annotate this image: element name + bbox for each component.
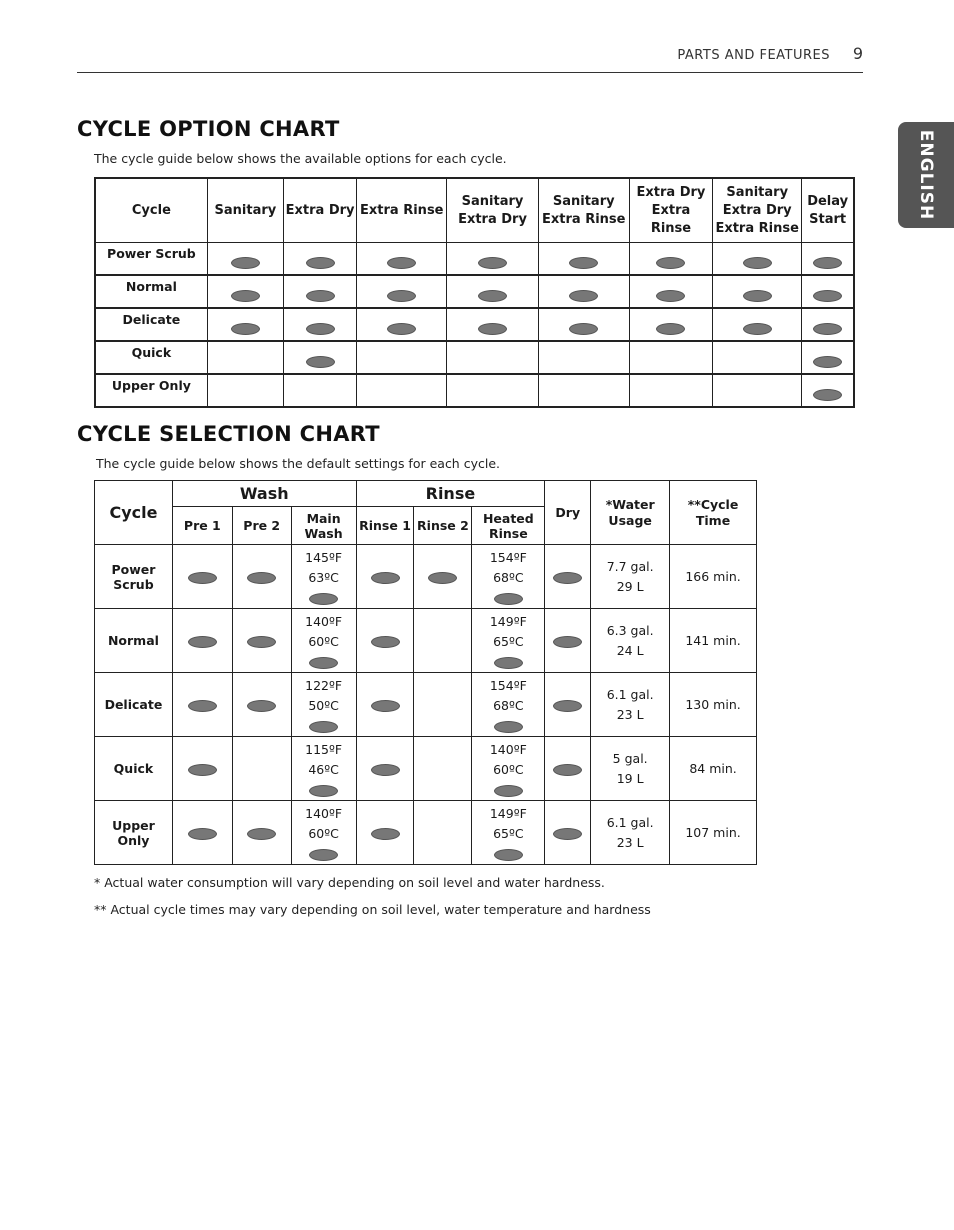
- option-cell: [283, 341, 356, 374]
- option-available-dot: [387, 257, 416, 269]
- heated-rinse-cell-dot: [494, 849, 523, 861]
- table-row: [95, 374, 854, 407]
- table-row: [95, 275, 854, 308]
- table-row: [95, 801, 757, 865]
- rinse1-cell-dot: [371, 636, 400, 648]
- option-col-sanitary: Sanitary: [207, 178, 283, 243]
- main-wash-cell-dot: [309, 785, 338, 797]
- pre2-cell-dot: [247, 700, 276, 712]
- option-available-dot: [813, 290, 842, 302]
- heated-rinse-cell-c: 68ºC: [493, 570, 524, 585]
- option-cell: [357, 243, 447, 276]
- option-cell: [538, 374, 629, 407]
- cycle-time-header: **Cycle Time: [670, 481, 757, 545]
- option-cell: [629, 275, 712, 308]
- rinse2-cell-dot: [428, 572, 457, 584]
- option-cell: [357, 374, 447, 407]
- subheader-heated-rinse: Heated Rinse: [472, 507, 545, 545]
- option-cell: [207, 308, 283, 341]
- option-cell: [629, 374, 712, 407]
- rinse1-cell-dot: [371, 764, 400, 776]
- cycle-name: Quick: [95, 737, 173, 801]
- main-wash-cell: [291, 673, 356, 737]
- wash-header: Wash: [172, 481, 356, 507]
- header-divider: [77, 72, 863, 73]
- rinse2-cell: [414, 545, 472, 609]
- table-row: [95, 673, 757, 737]
- option-cell: [713, 243, 802, 276]
- option-cell: [629, 341, 712, 374]
- pre2-cell: [232, 673, 291, 737]
- dry-cell-dot: [553, 572, 582, 584]
- option-cell: [802, 341, 854, 374]
- pre1-cell-dot: [188, 700, 217, 712]
- option-col-sanitary-extra-dry: Sanitary Extra Dry: [447, 178, 538, 243]
- heated-rinse-cell-indicator: [472, 846, 544, 861]
- cycle-name: Delicate: [95, 673, 173, 737]
- cycle-name: Normal: [95, 275, 207, 308]
- option-available-dot: [656, 323, 685, 335]
- option-available-dot: [306, 257, 335, 269]
- subheader-pre-1: Pre 1: [172, 507, 232, 545]
- table-row: [95, 737, 757, 801]
- heated-rinse-cell-c: 65ºC: [493, 826, 524, 841]
- option-available-dot: [231, 323, 260, 335]
- pre2-cell: [232, 801, 291, 865]
- rinse2-cell: [414, 737, 472, 801]
- option-cell: [447, 275, 538, 308]
- subheader-rinse-1: Rinse 1: [356, 507, 414, 545]
- option-table-header-row: [95, 178, 854, 243]
- rinse2-cell: [414, 801, 472, 865]
- option-cell: [629, 308, 712, 341]
- option-chart-title: CYCLE OPTION CHART: [77, 117, 340, 141]
- main-wash-cell-c: 50ºC: [308, 698, 339, 713]
- rinse1-cell: [356, 737, 414, 801]
- option-cell: [713, 341, 802, 374]
- pre1-cell: [172, 801, 232, 865]
- dry-cell: [545, 609, 591, 673]
- rinse1-cell-dot: [371, 700, 400, 712]
- heated-rinse-cell-indicator: [472, 718, 544, 733]
- dry-cell: [545, 673, 591, 737]
- pre1-cell: [172, 609, 232, 673]
- option-cell: [629, 243, 712, 276]
- main-wash-cell-c: 63ºC: [308, 570, 339, 585]
- option-cell: [538, 341, 629, 374]
- rinse1-cell: [356, 609, 414, 673]
- main-wash-cell: [291, 545, 356, 609]
- option-available-dot: [569, 257, 598, 269]
- main-wash-cell: [291, 609, 356, 673]
- section-title: PARTS AND FEATURES: [677, 48, 830, 63]
- selection-chart-intro: The cycle guide below shows the default settings for each cycle.: [96, 456, 500, 471]
- selection-chart-title: CYCLE SELECTION CHART: [77, 422, 380, 446]
- heated-rinse-cell-f: 154ºF: [489, 678, 527, 693]
- rinse1-cell: [356, 673, 414, 737]
- pre1-cell: [172, 737, 232, 801]
- option-available-dot: [387, 323, 416, 335]
- option-cell: [357, 308, 447, 341]
- heated-rinse-cell-f: 154ºF: [489, 550, 527, 565]
- option-col-sanitary-extra-rinse: Sanitary Extra Rinse: [538, 178, 629, 243]
- heated-rinse-cell-indicator: [472, 782, 544, 797]
- main-wash-cell-indicator: [292, 846, 356, 861]
- rinse1-cell: [356, 801, 414, 865]
- cycle-name: Upper Only: [95, 374, 207, 407]
- option-col-extra-dry-extra-rinse: Extra Dry Extra Rinse: [629, 178, 712, 243]
- dry-cell-dot: [553, 700, 582, 712]
- option-cell: [283, 308, 356, 341]
- option-available-dot: [656, 257, 685, 269]
- rinse1-cell-dot: [371, 572, 400, 584]
- pre2-cell: [232, 545, 291, 609]
- heated-rinse-cell-dot: [494, 721, 523, 733]
- cycle-header: Cycle: [95, 481, 173, 545]
- option-available-dot: [743, 323, 772, 335]
- dry-cell-dot: [553, 764, 582, 776]
- rinse1-cell: [356, 545, 414, 609]
- rinse2-cell: [414, 673, 472, 737]
- rinse1-cell-dot: [371, 828, 400, 840]
- option-cell: [802, 243, 854, 276]
- heated-rinse-cell: [472, 801, 545, 865]
- option-available-dot: [306, 323, 335, 335]
- main-wash-cell-c: 60ºC: [308, 826, 339, 841]
- cycle-time-cell: 141 min.: [670, 609, 757, 673]
- option-cell: [447, 243, 538, 276]
- option-cell: [538, 243, 629, 276]
- heated-rinse-cell-f: 149ºF: [489, 614, 527, 629]
- cycle-name: Quick: [95, 341, 207, 374]
- pre2-cell-dot: [247, 572, 276, 584]
- option-available-dot: [387, 290, 416, 302]
- main-wash-cell-f: 140ºF: [305, 614, 343, 629]
- rinse-header: Rinse: [356, 481, 545, 507]
- heated-rinse-cell-dot: [494, 593, 523, 605]
- heated-rinse-cell-dot: [494, 785, 523, 797]
- main-wash-cell-c: 46ºC: [308, 762, 339, 777]
- option-cell: [713, 374, 802, 407]
- option-available-dot: [743, 290, 772, 302]
- heated-rinse-cell: [472, 545, 545, 609]
- option-available-dot: [813, 389, 842, 401]
- pre2-cell-dot: [247, 828, 276, 840]
- main-wash-cell: [291, 737, 356, 801]
- main-wash-cell-f: 115ºF: [305, 742, 343, 757]
- option-cell: [207, 243, 283, 276]
- cycle-name: Upper Only: [95, 801, 173, 865]
- dry-header: Dry: [545, 481, 591, 545]
- dry-cell: [545, 801, 591, 865]
- heated-rinse-cell: [472, 673, 545, 737]
- language-tab-label: ENGLISH: [916, 129, 936, 221]
- option-cell: [802, 275, 854, 308]
- main-wash-cell: [291, 801, 356, 865]
- option-cell: [283, 243, 356, 276]
- cycle-name: Power Scrub: [95, 545, 173, 609]
- main-wash-cell-dot: [309, 849, 338, 861]
- dry-cell: [545, 545, 591, 609]
- selection-table-group-header-row: [95, 481, 757, 507]
- pre1-cell: [172, 545, 232, 609]
- pre1-cell-dot: [188, 572, 217, 584]
- option-cell: [283, 275, 356, 308]
- main-wash-cell-f: 145ºF: [305, 550, 343, 565]
- option-col-extra-rinse: Extra Rinse: [357, 178, 447, 243]
- option-available-dot: [813, 356, 842, 368]
- option-available-dot: [813, 323, 842, 335]
- cycle-selection-table: [94, 480, 757, 865]
- subheader-pre-2: Pre 2: [232, 507, 291, 545]
- pre1-cell-dot: [188, 764, 217, 776]
- table-row: [95, 341, 854, 374]
- option-chart-intro: The cycle guide below shows the available options for each cycle.: [94, 151, 507, 166]
- cycle-time-cell: 107 min.: [670, 801, 757, 865]
- cycle-name: Normal: [95, 609, 173, 673]
- option-available-dot: [478, 323, 507, 335]
- footnote-cycle-time: ** Actual cycle times may vary depending on soil level, water temperature and hardness: [94, 902, 651, 917]
- cycle-time-cell: 84 min.: [670, 737, 757, 801]
- main-wash-cell-indicator: [292, 654, 356, 669]
- option-cell: [538, 275, 629, 308]
- option-available-dot: [231, 257, 260, 269]
- option-col-cycle: Cycle: [95, 178, 207, 243]
- option-cell: [713, 308, 802, 341]
- main-wash-cell-c: 60ºC: [308, 634, 339, 649]
- pre2-cell: [232, 737, 291, 801]
- option-col-delay-start: Delay Start: [802, 178, 854, 243]
- heated-rinse-cell: [472, 609, 545, 673]
- pre1-cell: [172, 673, 232, 737]
- water-usage-header: *Water Usage: [591, 481, 670, 545]
- option-available-dot: [231, 290, 260, 302]
- option-available-dot: [569, 323, 598, 335]
- table-row: [95, 308, 854, 341]
- main-wash-cell-indicator: [292, 718, 356, 733]
- dry-cell: [545, 737, 591, 801]
- main-wash-cell-indicator: [292, 782, 356, 797]
- option-cell: [283, 374, 356, 407]
- table-row: [95, 545, 757, 609]
- main-wash-cell-dot: [309, 721, 338, 733]
- heated-rinse-cell-c: 60ºC: [493, 762, 524, 777]
- dry-cell-dot: [553, 828, 582, 840]
- heated-rinse-cell: [472, 737, 545, 801]
- heated-rinse-cell-dot: [494, 657, 523, 669]
- dry-cell-dot: [553, 636, 582, 648]
- pre1-cell-dot: [188, 828, 217, 840]
- cycle-name: Delicate: [95, 308, 207, 341]
- water-usage-cell: 6.1 gal. 23 L: [591, 801, 670, 865]
- cycle-time-cell: 166 min.: [670, 545, 757, 609]
- heated-rinse-cell-c: 65ºC: [493, 634, 524, 649]
- option-col-sanitary-extra-dry-extra-rinse: Sanitary Extra Dry Extra Rinse: [713, 178, 802, 243]
- heated-rinse-cell-f: 149ºF: [489, 806, 527, 821]
- main-wash-cell-f: 122ºF: [305, 678, 343, 693]
- option-available-dot: [478, 290, 507, 302]
- rinse2-cell: [414, 609, 472, 673]
- pre1-cell-dot: [188, 636, 217, 648]
- pre2-cell-dot: [247, 636, 276, 648]
- water-usage-cell: 6.3 gal. 24 L: [591, 609, 670, 673]
- main-wash-cell-dot: [309, 657, 338, 669]
- cycle-option-table: [94, 177, 855, 408]
- water-usage-cell: 7.7 gal. 29 L: [591, 545, 670, 609]
- option-available-dot: [306, 356, 335, 368]
- option-cell: [802, 374, 854, 407]
- heated-rinse-cell-c: 68ºC: [493, 698, 524, 713]
- subheader-main-wash: Main Wash: [291, 507, 356, 545]
- option-cell: [207, 341, 283, 374]
- main-wash-cell-f: 140ºF: [305, 806, 343, 821]
- language-tab: [898, 122, 954, 228]
- option-cell: [207, 275, 283, 308]
- option-cell: [538, 308, 629, 341]
- option-available-dot: [478, 257, 507, 269]
- subheader-rinse-2: Rinse 2: [414, 507, 472, 545]
- option-cell: [207, 374, 283, 407]
- cycle-time-cell: 130 min.: [670, 673, 757, 737]
- option-available-dot: [656, 290, 685, 302]
- main-wash-cell-indicator: [292, 590, 356, 605]
- page-number: 9: [852, 44, 863, 63]
- pre2-cell: [232, 609, 291, 673]
- option-cell: [357, 341, 447, 374]
- option-cell: [447, 308, 538, 341]
- option-available-dot: [306, 290, 335, 302]
- main-wash-cell-dot: [309, 593, 338, 605]
- option-cell: [802, 308, 854, 341]
- option-cell: [447, 341, 538, 374]
- heated-rinse-cell-indicator: [472, 590, 544, 605]
- footnote-water: * Actual water consumption will vary depending on soil level and water hardness.: [94, 875, 605, 890]
- option-cell: [447, 374, 538, 407]
- cycle-name: Power Scrub: [95, 243, 207, 276]
- water-usage-cell: 5 gal. 19 L: [591, 737, 670, 801]
- option-cell: [713, 275, 802, 308]
- heated-rinse-cell-indicator: [472, 654, 544, 669]
- option-cell: [357, 275, 447, 308]
- option-available-dot: [813, 257, 842, 269]
- heated-rinse-cell-f: 140ºF: [489, 742, 527, 757]
- option-available-dot: [569, 290, 598, 302]
- option-available-dot: [743, 257, 772, 269]
- water-usage-cell: 6.1 gal. 23 L: [591, 673, 670, 737]
- option-col-extra-dry: Extra Dry: [283, 178, 356, 243]
- table-row: [95, 609, 757, 673]
- table-row: [95, 243, 854, 276]
